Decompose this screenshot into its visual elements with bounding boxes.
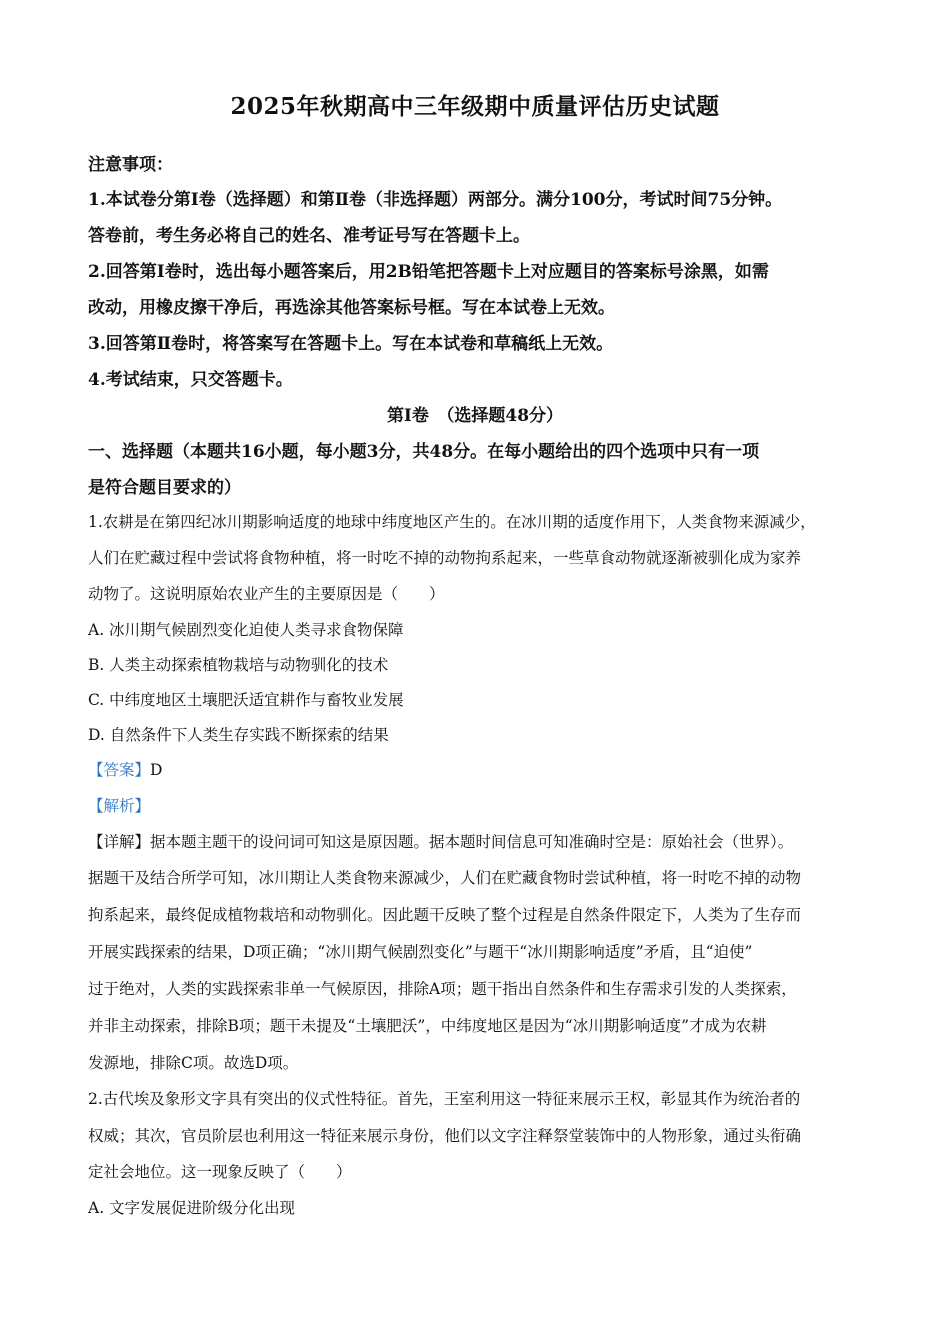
question-1-stem: 1.农耕是在第四纪冰川期影响适度的地球中纬度地区产生的。在冰川期的适度作用下，人类食物来源减少， — [88, 513, 816, 531]
detail-line: 并非主动探索，排除B项；题干未提及“土壤肥沃”，中纬度地区是因为“冰川期影响适度”才成为农耕 — [88, 1017, 767, 1035]
section-instruction: 一、选择题（本题共16小题，每小题3分，共48分。在每小题给出的四个选项中只有一项 — [88, 442, 760, 462]
section-instruction: 是符合题目要求的） — [88, 478, 241, 498]
answer-value: D — [150, 761, 163, 779]
page-title: 2025年秋期高中三年级期中质量评估历史试题 — [230, 93, 720, 120]
question-2-stem: 2.古代埃及象形文字具有突出的仪式性特征。首先，王室利用这一特征来展示王权，彰显其作为统治者的 — [88, 1090, 801, 1108]
detail-line: 发源地，排除C项。故选D项。 — [88, 1054, 299, 1072]
notice-line: 1.本试卷分第Ⅰ卷（选择题）和第Ⅱ卷（非选择题）两部分。满分100分，考试时间75分钟。 — [88, 190, 783, 210]
detail-line: 据题干及结合所学可知，冰川期让人类食物来源减少，人们在贮藏食物时尝试种植，将一时吃不掉的动物 — [88, 869, 802, 887]
notice-line: 改动，用橡皮擦干净后，再选涂其他答案标号框。写在本试卷上无效。 — [88, 298, 615, 318]
question-2-option-a: A. 文字发展促进阶级分化出现 — [88, 1199, 296, 1217]
detail-line — [88, 830, 868, 852]
section-title: 第Ⅰ卷 （选择题48分） — [386, 406, 564, 426]
question-1-option-c: C. 中纬度地区土壤肥沃适宜耕作与畜牧业发展 — [88, 691, 404, 709]
notice-line: 2.回答第Ⅰ卷时，选出每小题答案后，用2B铅笔把答题卡上对应题目的答案标号涂黑，如需 — [88, 262, 769, 282]
detail-line: 过于绝对，人类的实践探索非单一气候原因，排除A项；题干指出自然条件和生存需求引发的人类探索， — [88, 980, 797, 998]
detail-tag: 【详解】 — [88, 833, 151, 851]
answer-row — [88, 758, 868, 780]
detail-line: 开展实践探索的结果，D项正确；“冰川期气候剧烈变化”与题干“冰川期影响适度”矛盾，且“迫使” — [88, 943, 753, 961]
notice-line: 3.回答第Ⅱ卷时，将答案写在答题卡上。写在本试卷和草稿纸上无效。 — [88, 334, 614, 354]
analysis-tag: 【解析】 — [88, 797, 151, 815]
notice-heading: 注意事项： — [88, 155, 173, 175]
analysis-row — [88, 794, 868, 816]
question-1-option-b: B. 人类主动探索植物栽培与动物驯化的技术 — [88, 656, 389, 674]
question-1-option-d: D. 自然条件下人类生存实践不断探索的结果 — [88, 726, 389, 744]
question-1-option-a: A. 冰川期气候剧烈变化迫使人类寻求食物保障 — [88, 621, 404, 639]
notice-line: 答卷前，考生务必将自己的姓名、准考证号写在答题卡上。 — [88, 226, 530, 246]
answer-tag: 【答案】 — [88, 761, 151, 779]
notice-line: 4.考试结束，只交答题卡。 — [88, 370, 293, 390]
question-2-stem: 定社会地位。这一现象反映了（ ） — [88, 1163, 352, 1181]
detail-line: 拘系起来，最终促成植物栽培和动物驯化。因此题干反映了整个过程是自然条件限定下，人类为了生存而 — [88, 906, 802, 924]
question-2-stem: 权威；其次，官员阶层也利用这一特征来展示身份，他们以文字注释祭堂装饰中的人物形象，通过头衔确 — [88, 1127, 802, 1145]
question-1-stem: 动物了。这说明原始农业产生的主要原因是（ ） — [88, 585, 445, 603]
question-1-stem: 人们在贮藏过程中尝试将食物种植，将一时吃不掉的动物拘系起来，一些草食动物就逐渐被驯化成为家养 — [88, 549, 802, 567]
detail-text: 据本题主题干的设问词可知这是原因题。据本题时间信息可知准确时空是：原始社会（世界）。 — [150, 833, 794, 851]
